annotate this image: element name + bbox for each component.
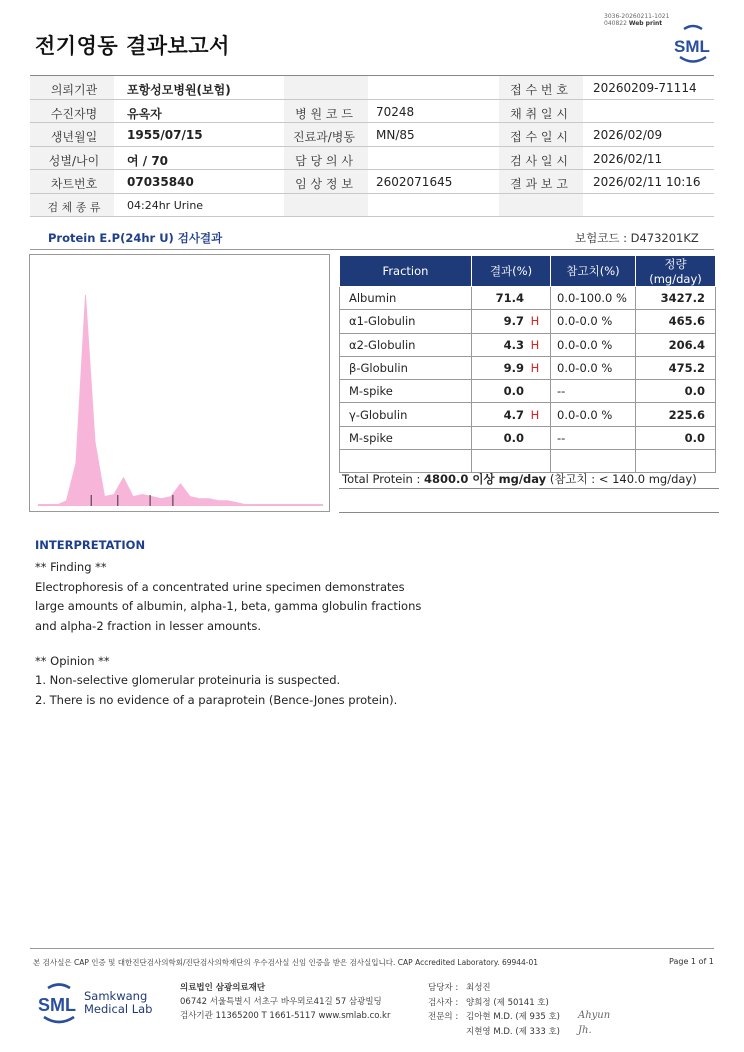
interpretation-line: 1. Non-selective glomerular proteinuria is suspected. <box>35 673 341 688</box>
result-cell <box>472 287 551 310</box>
info-value: 2602071645 <box>376 175 453 189</box>
result-cell <box>472 310 551 333</box>
info-value: 2026/02/09 <box>593 128 663 142</box>
result-cell <box>472 403 551 426</box>
interpretation-title: INTERPRETATION <box>35 538 146 552</box>
info-label: 병 원 코 드 <box>295 106 353 121</box>
interpretation-line: and alpha-2 fraction in lesser amounts. <box>35 619 261 634</box>
info-label: 검 사 일 시 <box>510 153 568 168</box>
lab-name-line2: Medical Lab <box>84 1002 153 1016</box>
info-value: 70248 <box>376 104 415 119</box>
high-flag: H <box>530 337 540 352</box>
fraction-name: γ-Globulin <box>340 403 472 426</box>
result-value: 0.0 <box>503 430 524 445</box>
section-divider <box>30 249 714 250</box>
accreditation-note: 본 검사실은 CAP 인증 및 대한진단검사의학회/진단검사의학재단의 우수검사실 신임 인증을 받은 검사실입니다. CAP Accredited Laboratory. 69944-01 <box>33 958 539 967</box>
result-value: 4.7 <box>503 407 524 422</box>
web-print-label: Web print <box>628 20 663 27</box>
reference-range: -- <box>551 380 636 403</box>
interpretation-line: 2. There is no evidence of a paraprotein (Bence-Jones protein). <box>35 692 398 707</box>
label-background <box>499 194 583 217</box>
quantity-value: 3427.2 <box>636 287 716 310</box>
info-row <box>30 123 714 147</box>
total-protein <box>342 471 697 487</box>
reference-range <box>551 450 636 473</box>
info-row <box>30 194 714 218</box>
info-value: 포항성모병원(보험) <box>127 83 231 97</box>
staff-role: 담당자 : <box>428 983 459 993</box>
result-row <box>340 333 716 356</box>
header-result: 결과(%) <box>472 256 551 287</box>
info-value: 20260209-71114 <box>593 81 697 95</box>
info-label: 결 과 보 고 <box>510 177 568 191</box>
info-value: 07035840 <box>127 175 194 189</box>
result-row <box>340 450 716 473</box>
result-cell <box>472 426 551 449</box>
reference-range: 0.0-0.0 % <box>551 310 636 333</box>
info-label: 의뢰기관 <box>50 83 98 97</box>
info-label: 담 당 의 사 <box>295 153 353 168</box>
info-label: 차트번호 <box>50 177 98 191</box>
reference-range: 0.0-0.0 % <box>551 356 636 379</box>
logo-text: SML <box>674 37 710 56</box>
total-protein-label: Total Protein : <box>342 472 425 486</box>
organization-contact: 검사기관 11365200 T 1661-5117 www.smlab.co.kr <box>180 1011 391 1021</box>
organization-info <box>180 981 390 1023</box>
staff-role: 검사자 : <box>428 997 459 1008</box>
header-fraction: Fraction <box>340 256 472 287</box>
organization-address: 06742 서울특별시 서초구 바우뫼로41길 57 삼광빌딩 <box>180 997 382 1007</box>
info-label: 검 체 종 류 <box>47 200 101 214</box>
reference-range: 0.0-0.0 % <box>551 333 636 356</box>
result-cell <box>472 450 551 473</box>
page-number: Page 1 of 1 <box>669 957 714 966</box>
result-row <box>340 426 716 449</box>
footer-logo-text: SML <box>38 995 76 1015</box>
interpretation-text <box>35 558 421 711</box>
staff-name: 지현영 M.D. (제 333 호) <box>466 1026 561 1037</box>
result-value: 71.4 <box>495 291 524 306</box>
quantity-value: 0.0 <box>636 426 716 449</box>
staff-name: 김아현 M.D. (제 935 호) <box>466 1012 561 1022</box>
result-cell <box>472 356 551 379</box>
interpretation-line: Electrophoresis of a concentrated urine specimen demonstrates <box>35 579 405 594</box>
quantity-value: 0.0 <box>636 380 716 403</box>
staff-list <box>428 981 560 1039</box>
fraction-name: α2-Globulin <box>340 333 472 356</box>
info-value: 2026/02/11 10:16 <box>593 175 701 189</box>
signature-icon: Ahyun <box>578 1010 611 1021</box>
electrophoresis-chart <box>30 255 329 511</box>
info-value: 여 / 70 <box>127 153 169 168</box>
fraction-name: M-spike <box>340 380 472 403</box>
insurance-code: 보험코드 : D473201KZ <box>575 231 699 245</box>
info-row <box>30 170 714 194</box>
reference-range: -- <box>551 426 636 449</box>
fraction-name: M-spike <box>340 426 472 449</box>
staff-entry <box>428 996 560 1011</box>
report-code-line1: 3036-20260211-1021 <box>604 13 670 20</box>
quantity-value: 206.4 <box>636 333 716 356</box>
info-row <box>30 76 714 100</box>
quantity-value: 465.6 <box>636 310 716 333</box>
high-flag: H <box>530 361 540 376</box>
quantity-value: 475.2 <box>636 356 716 379</box>
page-title: 전기영동 결과보고서 <box>35 34 230 58</box>
result-row <box>340 380 716 403</box>
high-flag: H <box>530 314 540 329</box>
report-code <box>604 13 669 27</box>
label-background <box>284 194 368 217</box>
interpretation-line: ** Finding ** <box>35 560 107 574</box>
result-value: 9.9 <box>503 361 524 376</box>
result-cell <box>472 333 551 356</box>
staff-role: 전문의 : <box>428 1012 459 1022</box>
info-value: 1955/07/15 <box>127 128 203 142</box>
info-value: MN/85 <box>376 128 415 142</box>
staff-entry <box>428 1010 560 1025</box>
high-flag: H <box>530 407 540 422</box>
fraction-name <box>340 450 472 473</box>
signature-icon: Jh. <box>578 1025 592 1036</box>
header-reference: 참고치(%) <box>551 256 636 287</box>
footer-divider <box>30 948 714 949</box>
total-divider-bottom <box>339 512 719 513</box>
fraction-name: β-Globulin <box>340 356 472 379</box>
info-label: 생년월일 <box>50 130 98 144</box>
total-protein-value: 4800.0 이상 mg/day <box>424 472 547 486</box>
patient-info-table <box>30 75 714 217</box>
staff-entry <box>428 981 560 996</box>
quantity-value <box>636 450 716 473</box>
reference-range: 0.0-0.0 % <box>551 403 636 426</box>
info-row <box>30 100 714 124</box>
info-label: 성별/나이 <box>48 153 100 168</box>
reference-range: 0.0-100.0 % <box>551 287 636 310</box>
info-value: 2026/02/11 <box>593 151 663 166</box>
header-quantity: 정량(mg/day) <box>636 256 716 287</box>
info-value: 04:24hr Urine <box>127 198 204 212</box>
fraction-name: α1-Globulin <box>340 310 472 333</box>
info-label: 임 상 정 보 <box>295 177 353 191</box>
result-value: 0.0 <box>503 384 524 399</box>
result-value: 9.7 <box>503 314 524 329</box>
quantity-value: 225.6 <box>636 403 716 426</box>
interpretation-line: ** Opinion ** <box>35 653 110 668</box>
info-label: 수진자명 <box>50 106 98 121</box>
result-row <box>340 310 716 333</box>
report-code-number: 040822 <box>604 20 627 27</box>
info-label: 채 취 일 시 <box>510 106 568 121</box>
electrophoresis-curve <box>38 295 323 505</box>
result-value: 4.3 <box>503 337 524 352</box>
results-table <box>339 255 716 473</box>
organization-name: 의료법인 삼광의료재단 <box>180 983 266 993</box>
sml-footer-logo-icon <box>36 980 82 1026</box>
info-label: 접 수 번 호 <box>510 83 568 97</box>
total-protein-reference: (참고치 : < 140.0 mg/day) <box>546 472 697 486</box>
label-background <box>284 76 368 99</box>
info-label: 진료과/병동 <box>292 130 355 144</box>
interpretation-line: large amounts of albumin, alpha-1, beta, gamma globulin fractions <box>35 599 422 614</box>
electrophoresis-graph <box>29 254 330 512</box>
lab-name-line1: Samkwang <box>84 989 148 1003</box>
info-row <box>30 147 714 171</box>
staff-name: 최성진 <box>466 983 491 993</box>
info-label: 접 수 일 시 <box>510 130 568 144</box>
info-value: 유옥자 <box>127 106 162 121</box>
sml-logo-icon <box>670 22 716 66</box>
section-title: Protein E.P(24hr U) 검사결과 <box>48 231 223 245</box>
total-divider-top <box>339 488 719 489</box>
result-row <box>340 287 716 310</box>
result-row <box>340 356 716 379</box>
result-row <box>340 403 716 426</box>
result-cell <box>472 380 551 403</box>
lab-name <box>84 990 152 1016</box>
staff-name: 양희정 (제 50141 호) <box>466 997 549 1008</box>
staff-entry <box>428 1025 560 1040</box>
fraction-name: Albumin <box>340 287 472 310</box>
